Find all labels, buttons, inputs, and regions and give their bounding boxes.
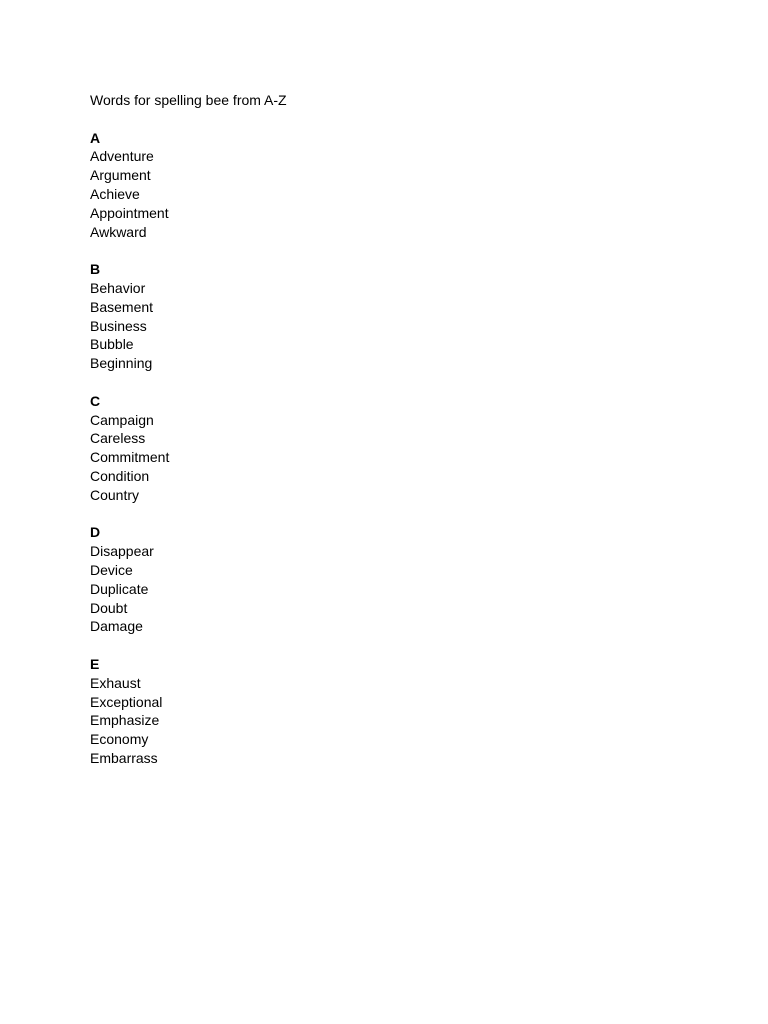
section-heading: C — [90, 392, 101, 409]
word-item: Exhaust — [90, 674, 141, 691]
word-list — [90, 674, 287, 768]
word-item: Country — [90, 486, 140, 503]
word-item: Embarrass — [90, 749, 158, 766]
word-item: Disappear — [90, 543, 154, 560]
word-item: Emphasize — [90, 712, 160, 729]
word-item: Condition — [90, 467, 150, 484]
word-item: Business — [90, 317, 147, 334]
section-c — [90, 392, 287, 505]
word-item: Exceptional — [90, 693, 163, 710]
word-item: Beginning — [90, 355, 153, 372]
word-list — [90, 147, 287, 241]
word-item: Doubt — [90, 599, 128, 616]
section-a — [90, 129, 287, 242]
word-item: Argument — [90, 167, 151, 184]
word-item: Behavior — [90, 279, 146, 296]
word-item: Adventure — [90, 148, 154, 165]
word-item: Careless — [90, 430, 146, 447]
word-item: Bubble — [90, 336, 134, 353]
section-b — [90, 260, 287, 373]
document-title: Words for spelling bee from A-Z — [90, 92, 287, 108]
section-heading: A — [90, 129, 101, 146]
document-page — [90, 91, 287, 786]
word-item: Appointment — [90, 204, 169, 221]
word-list — [90, 279, 287, 373]
section-e — [90, 655, 287, 768]
word-item: Achieve — [90, 185, 140, 202]
word-item: Damage — [90, 618, 143, 635]
section-heading: D — [90, 524, 101, 541]
word-item: Campaign — [90, 411, 154, 428]
word-item: Commitment — [90, 449, 170, 466]
word-list — [90, 411, 287, 505]
section-heading: B — [90, 261, 101, 278]
word-list — [90, 542, 287, 636]
word-item: Economy — [90, 731, 149, 748]
word-item: Basement — [90, 298, 154, 315]
section-heading: E — [90, 655, 100, 672]
word-item: Awkward — [90, 223, 147, 240]
section-d — [90, 523, 287, 636]
word-item: Duplicate — [90, 580, 149, 597]
word-item: Device — [90, 561, 133, 578]
